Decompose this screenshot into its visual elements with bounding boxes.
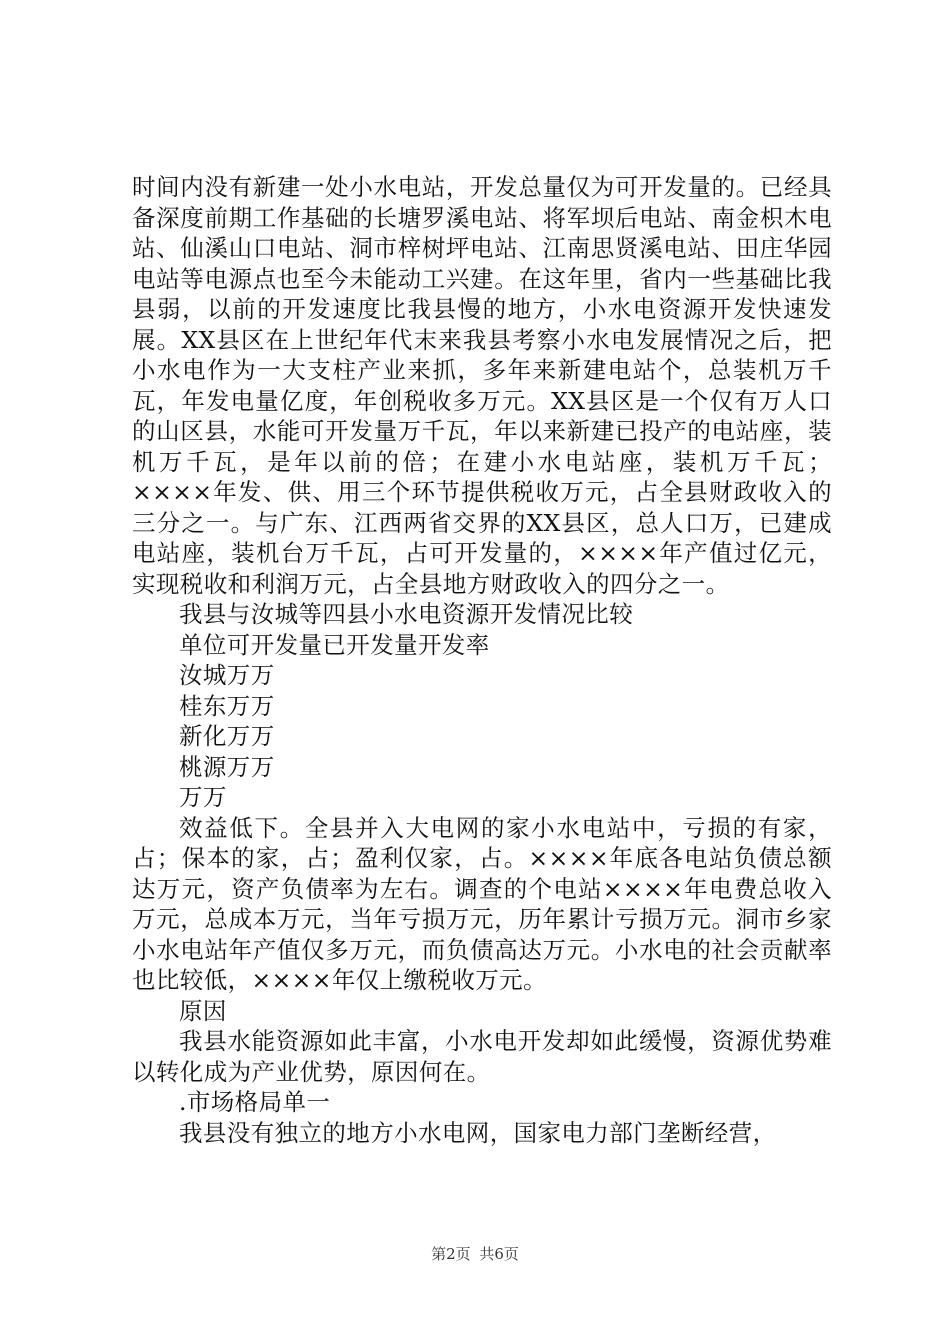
paragraph-efficiency: 效益低下。全县并入大电网的家小水电站中，亏损的有家，占；保本的家，占；盈利仅家，占。××××年底各电站负债总额达万元，资产负债率为左右。调查的个电站××××年电费总收入万元，总成本万元，当年亏损万元，历年累计亏损万元。洞市乡家小水电站年产值仅多万元，而负债高达万元。小水电的社会贡献率也比较低，××××年仅上缴税收万元。 (132, 813, 832, 994)
subheading-market: .市场格局单一 (179, 1088, 331, 1116)
section-heading-reasons: 原因 (179, 996, 227, 1025)
paragraph-1: 时间内没有新建一处小水电站，开发总量仅为可开发量的。已经具备深度前期工作基础的长塘罗溪电站、将军坝后电站、南金枳木电站、仙溪山口电站、洞市梓树坪电站、江南思贤溪电站、田庄华园电站等电源点也至今未能动工兴建。在这年里，省内一些基础比我县弱，以前的开发速度比我县慢的地方，小水电资源开发快速发展。XX县区在上世纪年代末来我县考察小水电发展情况之后，把小水电作为一大支柱产业来抓，多年来新建电站个，总装机万千瓦，年发电量亿度，年创税收多万元。XX县区是一个仅有万人口的山区县，水能可开发量万千瓦，年以来新建已投产的电站座，装机万千瓦，是年以前的倍；在建小水电站座，装机万千瓦；××××年发、供、用三个环节提供税收万元，占全县财政收入的三分之一。与广东、江西两省交界的XX县区，总人口万，已建成电站座，装机台万千瓦，占可开发量的，××××年产值过亿元，实现税收和利润万元，占全县地方财政收入的四分之一。 (132, 173, 832, 598)
page-footer (0, 1243, 950, 1264)
body-text (132, 172, 832, 1148)
table-row-taoyuan: 桃源万万 (179, 752, 275, 781)
table-header-row: 单位可开发量已开发量开发率 (179, 630, 490, 659)
table-row-rucheng: 汝城万万 (179, 661, 275, 689)
table-title: 我县与汝城等四县小水电资源开发情况比较 (179, 600, 634, 628)
table-row-unnamed: 万万 (179, 783, 227, 811)
paragraph-market: 我县没有独立的地方小水电网，国家电力部门垄断经营， (179, 1118, 777, 1147)
table-row-xinhua: 新化万万 (179, 722, 275, 750)
table-row-guidong: 桂东万万 (179, 691, 275, 720)
paragraph-reasons-intro: 我县水能资源如此丰富，小水电开发却如此缓慢，资源优势难以转化成为产业优势，原因何在。 (132, 1027, 832, 1086)
page-total: 共6页 (479, 1245, 519, 1263)
page-number: 第2页 (431, 1245, 471, 1263)
